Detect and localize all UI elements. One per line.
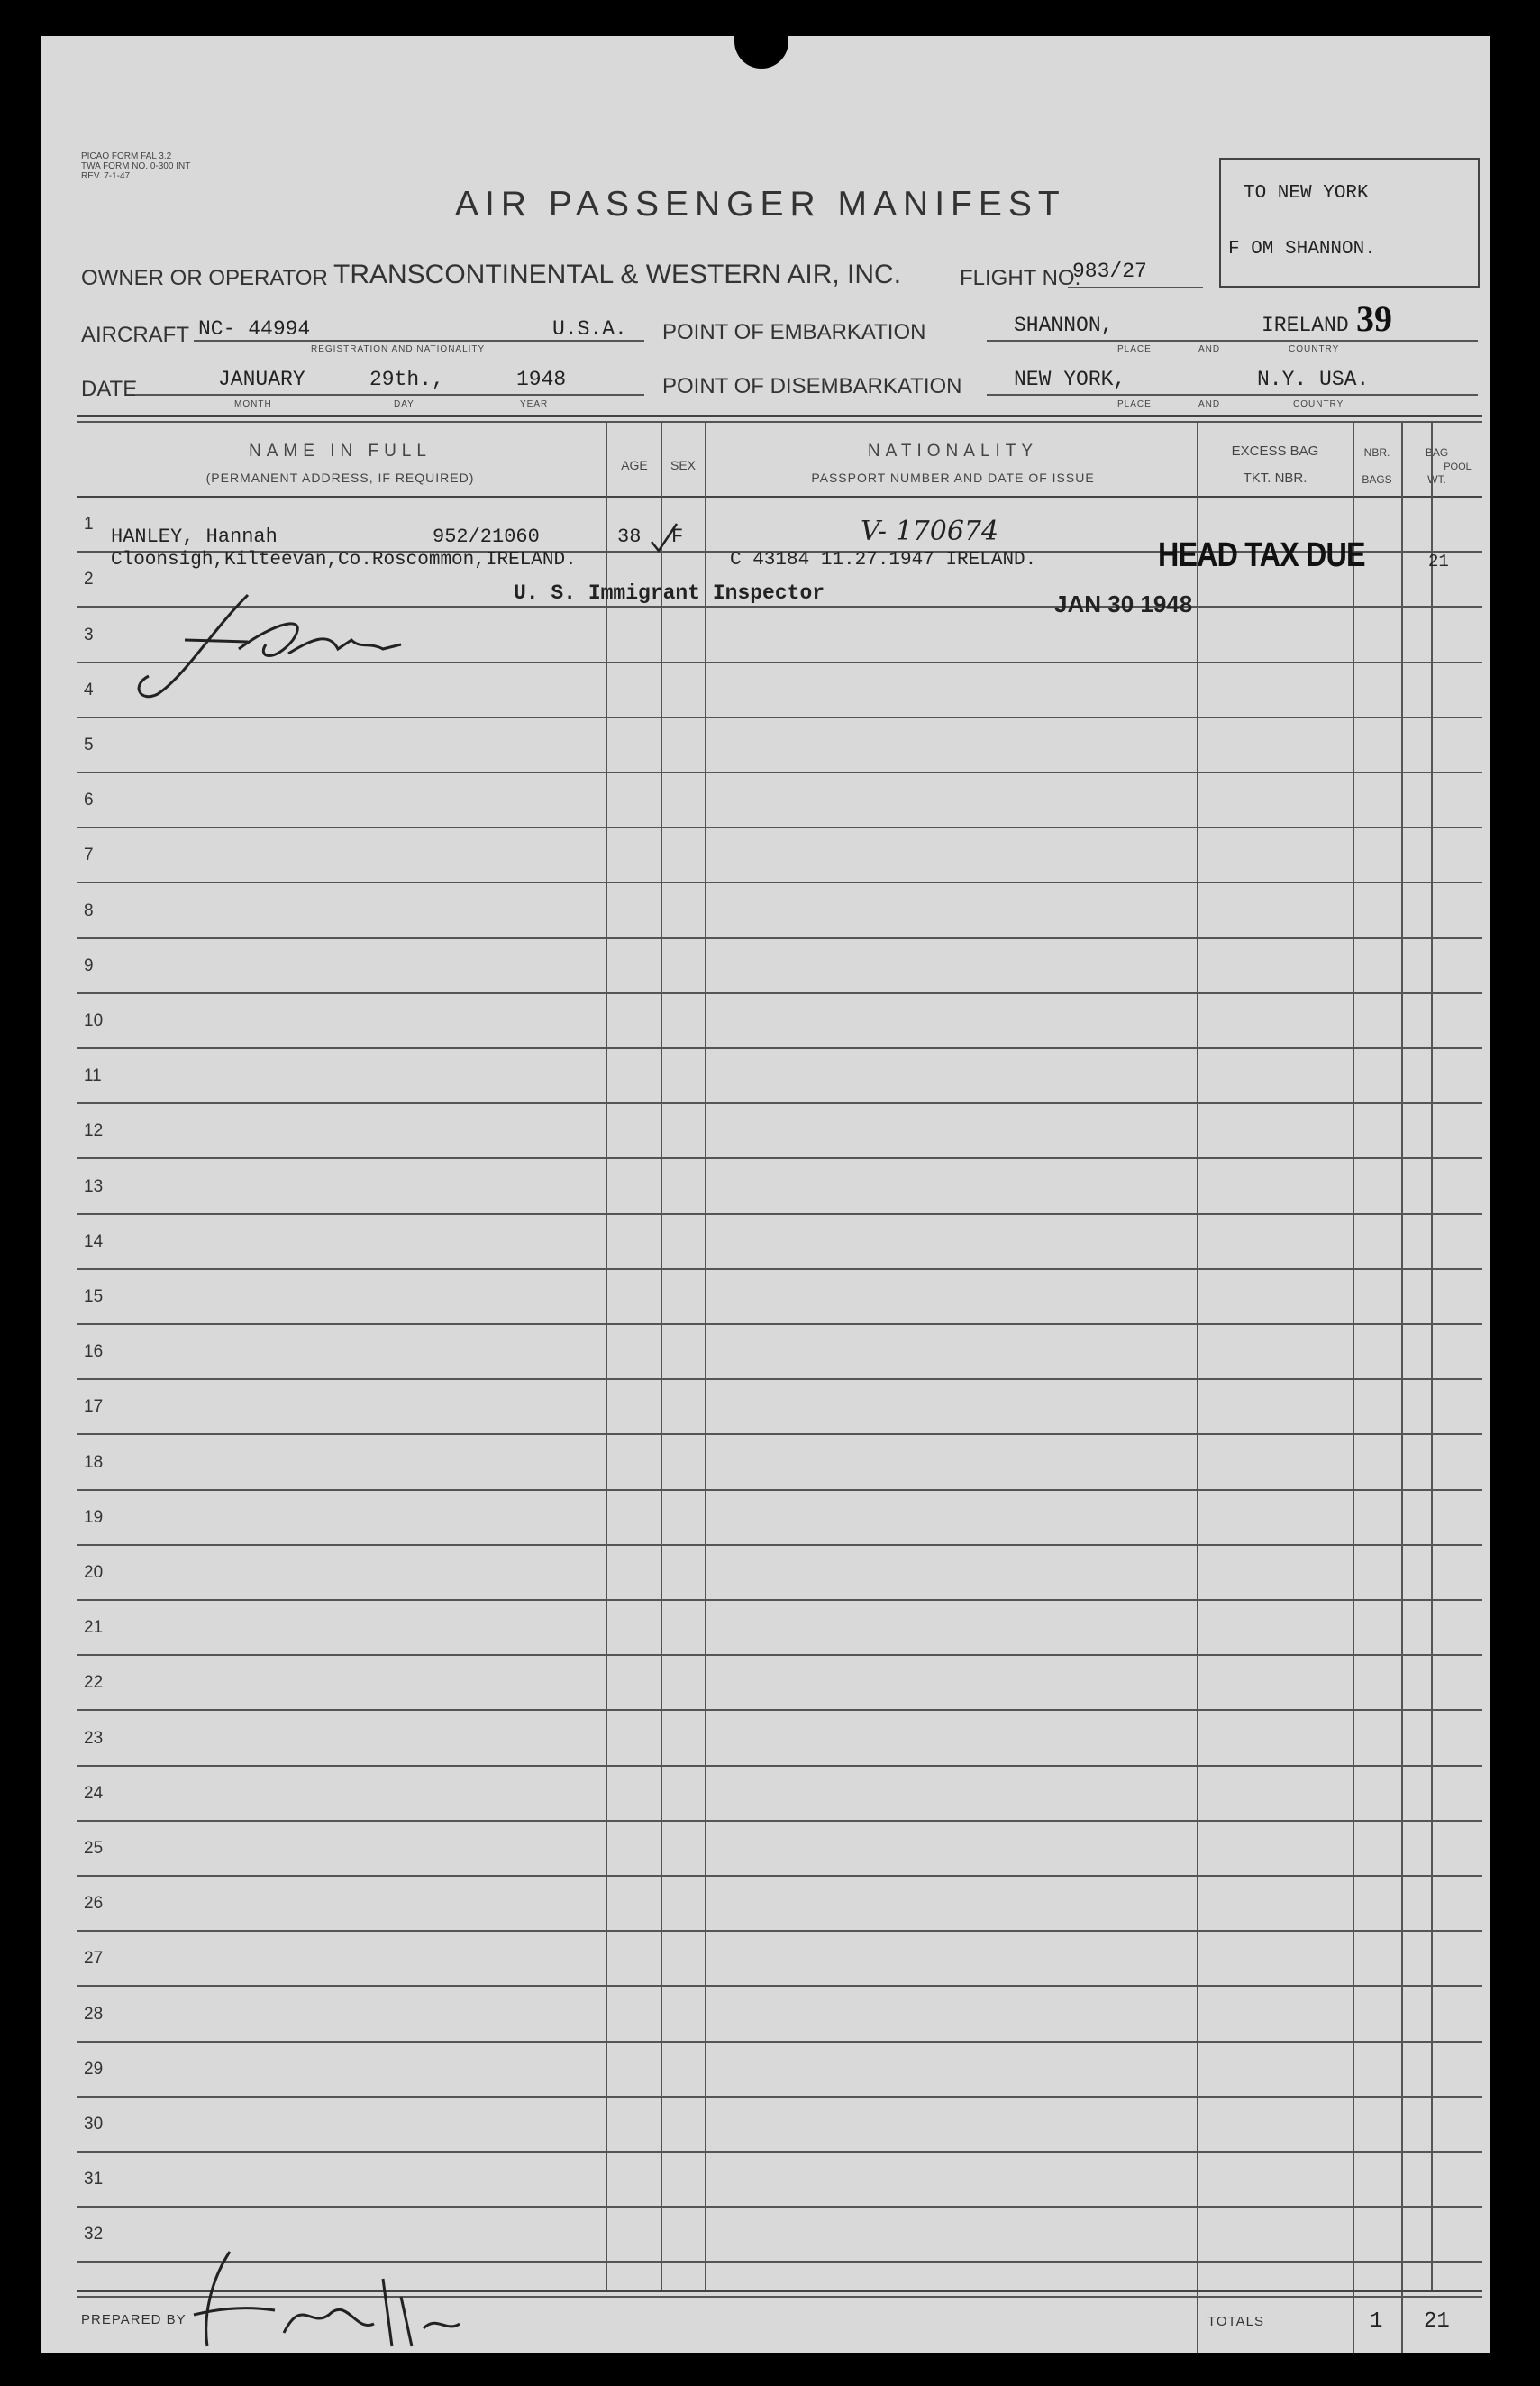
row-number: 8 <box>84 900 94 920</box>
totals-label: TOTALS <box>1207 2314 1264 2329</box>
row-number: 9 <box>84 955 94 975</box>
row-number: 11 <box>84 1066 102 1086</box>
row-rule <box>77 1378 1482 1380</box>
owner-value: TRANSCONTINENTAL & WESTERN AIR, INC. <box>333 260 902 289</box>
row-number: 28 <box>84 2004 104 2024</box>
row-number: 18 <box>84 1452 104 1472</box>
route-from: F OM SHANNON. <box>1228 239 1376 260</box>
row-rule <box>77 1433 1482 1435</box>
row-number: 3 <box>84 625 94 644</box>
row-number: 31 <box>84 2170 104 2189</box>
row-rule <box>77 717 1482 718</box>
row-rule <box>77 2206 1482 2208</box>
row-number: 20 <box>84 1563 104 1582</box>
disembarkation-place: NEW YORK, <box>1014 368 1126 391</box>
row-rule <box>77 1213 1482 1215</box>
col-line-age <box>606 421 607 2290</box>
row-number: 21 <box>84 1618 104 1638</box>
visa-note: V- 170674 <box>861 516 999 547</box>
date-year: 1948 <box>516 368 567 391</box>
aircraft-label: AIRCRAFT <box>81 323 189 347</box>
header-bottom-rule <box>77 496 1482 498</box>
row-rule <box>77 882 1482 883</box>
total-bags: 1 <box>1370 2309 1383 2334</box>
passenger-name: HANLEY, Hannah <box>111 526 278 548</box>
flight-label: FLIGHT NO. <box>960 266 1081 290</box>
row-number: 29 <box>84 2059 104 2079</box>
punch-hole <box>734 32 788 69</box>
row-rule <box>77 1323 1482 1325</box>
row-number: 19 <box>84 1507 104 1527</box>
row-rule <box>77 1930 1482 1932</box>
row-number: 12 <box>84 1121 104 1141</box>
date-underline <box>135 394 644 396</box>
disembark-place-label: PLACE <box>1117 399 1152 409</box>
row-rule <box>77 1985 1482 1987</box>
form-id-1: PICAO FORM FAL 3.2 <box>81 151 172 161</box>
total-weight: 21 <box>1424 2309 1450 2334</box>
row-number: 32 <box>84 2225 104 2244</box>
embarkation-country: IRELAND <box>1262 314 1349 337</box>
row-rule <box>77 1489 1482 1491</box>
page-number: 39 <box>1356 298 1392 339</box>
aircraft-underline <box>194 340 644 342</box>
col-header-excess-bag: EXCESS BAG <box>1231 443 1319 459</box>
route-to: TO NEW YORK <box>1244 183 1369 204</box>
embarkation-underline <box>987 340 1478 342</box>
col-header-age: AGE <box>621 458 648 472</box>
table-top-rule-2 <box>77 421 1482 423</box>
row-number: 27 <box>84 1949 104 1969</box>
col-header-sex: SEX <box>670 458 696 472</box>
row-rule <box>77 1875 1482 1877</box>
row-rule <box>77 2041 1482 2043</box>
col-header-tkt-nbr: TKT. NBR. <box>1243 471 1308 486</box>
row-number: 30 <box>84 2115 104 2134</box>
month-label: MONTH <box>234 399 272 409</box>
row-rule <box>77 2096 1482 2098</box>
head-tax-stamp: HEAD TAX DUE <box>1158 536 1365 574</box>
row-rule <box>77 1544 1482 1546</box>
route-box <box>1219 158 1480 288</box>
row-rule <box>77 2151 1482 2153</box>
col-header-nationality-sub: PASSPORT NUMBER AND DATE OF ISSUE <box>811 471 1095 485</box>
col-header-pool: POOL <box>1444 462 1472 472</box>
year-label: YEAR <box>520 399 549 409</box>
row-number: 13 <box>84 1176 104 1196</box>
row-rule <box>77 1765 1482 1767</box>
row-rule <box>77 1820 1482 1822</box>
col-header-bag: BAG <box>1425 446 1449 459</box>
embark-country-label: COUNTRY <box>1289 344 1340 354</box>
col-line-nbr <box>1353 421 1354 2353</box>
form-id-3: REV. 7-1-47 <box>81 171 131 181</box>
row-number: 16 <box>84 1342 104 1362</box>
date-day: 29th., <box>369 368 444 391</box>
passenger-bag-weight: 21 <box>1428 552 1449 571</box>
inspector-signature <box>131 577 437 712</box>
col-header-nationality: NATIONALITY <box>867 442 1039 461</box>
row-number: 15 <box>84 1287 104 1306</box>
row-number: 4 <box>84 680 94 699</box>
row-rule <box>77 937 1482 939</box>
date-label: DATE <box>81 377 138 401</box>
flight-underline <box>1068 287 1203 288</box>
embark-place-label: PLACE <box>1117 344 1152 354</box>
row-number: 26 <box>84 1894 104 1914</box>
row-rule <box>77 1709 1482 1711</box>
owner-label: OWNER OR OPERATOR <box>81 266 328 290</box>
col-header-name: NAME IN FULL <box>249 442 432 461</box>
table-top-rule <box>77 415 1482 417</box>
col-header-wt: WT. <box>1427 473 1446 486</box>
date-month: JANUARY <box>218 368 305 391</box>
row-rule <box>77 772 1482 773</box>
row-number: 5 <box>84 736 94 754</box>
passenger-address: Cloonsigh,Kilteevan,Co.Roscommon,IRELAND. <box>111 550 577 571</box>
aircraft-registration: NC- 44994 <box>198 317 311 341</box>
disembarkation-underline <box>987 394 1478 396</box>
disembark-and-label: AND <box>1198 399 1221 409</box>
row-rule <box>77 1599 1482 1601</box>
aircraft-sublabel: REGISTRATION AND NATIONALITY <box>311 344 486 354</box>
preparer-signature <box>176 2243 554 2353</box>
row-rule <box>77 1268 1482 1270</box>
embark-and-label: AND <box>1198 344 1221 354</box>
inspector-title: U. S. Immigrant Inspector <box>514 581 825 605</box>
col-header-nbr: NBR. <box>1363 446 1390 459</box>
checkmark-icon <box>646 520 682 556</box>
row-rule <box>77 1157 1482 1159</box>
disembarkation-label: POINT OF DISEMBARKATION <box>662 374 962 398</box>
day-label: DAY <box>394 399 415 409</box>
row-rule <box>77 1047 1482 1049</box>
col-line-bagwt <box>1401 421 1403 2353</box>
disembarkation-country: N.Y. USA. <box>1257 368 1370 391</box>
passenger-ref: 952/21060 <box>433 526 540 548</box>
page-title: AIR PASSENGER MANIFEST <box>455 185 1066 224</box>
row-number: 17 <box>84 1397 104 1417</box>
flight-number: 983/27 <box>1072 260 1147 283</box>
row-rule <box>77 1102 1482 1104</box>
col-line-excess <box>1197 421 1198 2353</box>
col-line-pool <box>1431 421 1433 2290</box>
row-number: 6 <box>84 791 94 810</box>
row-number: 24 <box>84 1783 104 1803</box>
row-number: 7 <box>84 846 94 865</box>
row-number: 22 <box>84 1673 104 1693</box>
col-header-name-sub: (PERMANENT ADDRESS, IF REQUIRED) <box>205 471 475 485</box>
row-number: 10 <box>84 1011 104 1030</box>
row-number: 1 <box>84 515 94 535</box>
manifest-sheet <box>41 36 1490 2353</box>
row-rule <box>77 992 1482 994</box>
passenger-passport: C 43184 11.27.1947 IRELAND. <box>730 550 1037 571</box>
embarkation-label: POINT OF EMBARKATION <box>662 320 926 344</box>
aircraft-nationality: U.S.A. <box>552 317 627 341</box>
row-number: 23 <box>84 1728 104 1748</box>
embarkation-place: SHANNON, <box>1014 314 1114 337</box>
row-rule <box>77 1654 1482 1656</box>
disembark-country-label: COUNTRY <box>1293 399 1344 409</box>
row-rule <box>77 827 1482 828</box>
passenger-sex: F <box>671 526 684 548</box>
row-number: 14 <box>84 1231 104 1251</box>
passenger-age: 38 <box>617 526 642 548</box>
prepared-by-label: PREPARED BY <box>81 2312 187 2327</box>
row-number: 25 <box>84 1839 104 1858</box>
col-header-bags: BAGS <box>1362 473 1392 486</box>
col-line-nationality <box>705 421 706 2290</box>
inspector-stamp-date: JAN 30 1948 <box>1054 590 1193 617</box>
col-line-sex <box>661 421 662 2290</box>
row-number: 2 <box>84 570 94 590</box>
form-id-2: TWA FORM NO. 0-300 INT <box>81 161 191 171</box>
